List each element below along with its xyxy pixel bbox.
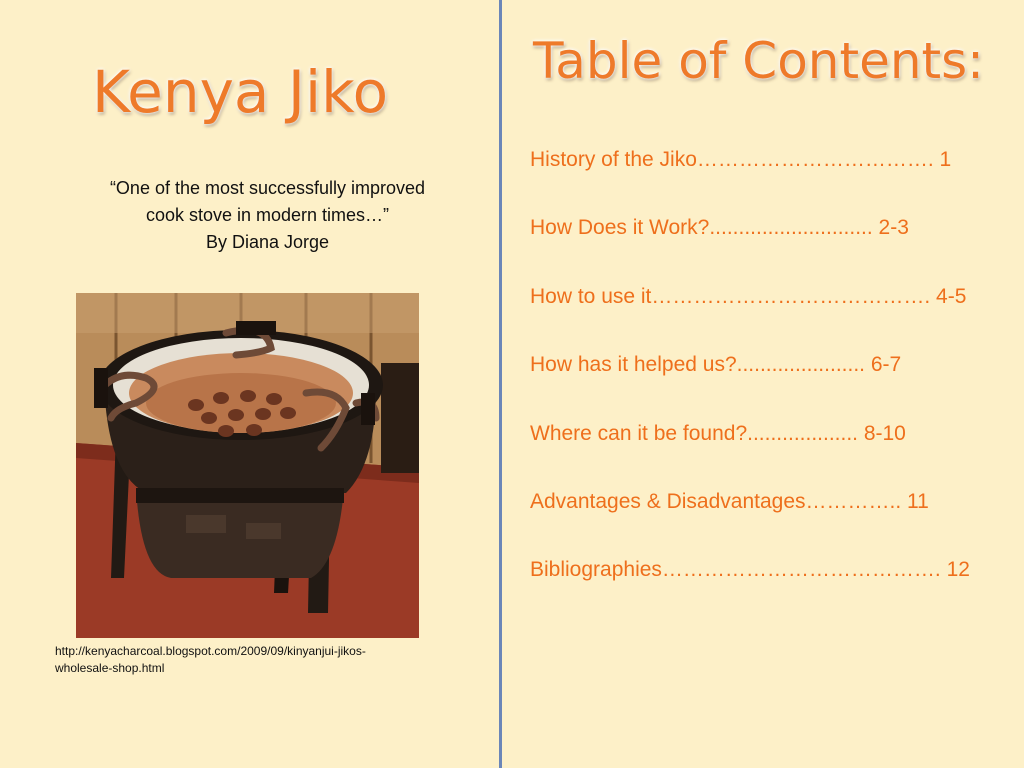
column-divider <box>499 0 502 768</box>
toc-entry: History of the Jiko……………………………. 1 <box>530 148 952 171</box>
toc-entry: How to use it…………………………………. 4-5 <box>530 284 967 308</box>
toc-title: Table of Contents: <box>533 32 985 90</box>
toc-entry: Where can it be found?................... 8-10 <box>530 421 906 445</box>
quote-line: cook stove in modern times…” <box>145 205 390 225</box>
quote-author: By Diana Jorge <box>205 232 330 252</box>
toc-entry: How Does it Work?............................ 2-3 <box>530 216 909 240</box>
quote-block <box>60 175 475 256</box>
caption-line: wholesale-shop.html <box>55 661 165 675</box>
quote-line: “One of the most successfully improved <box>109 178 426 198</box>
toc-entry: How has it helped us?...................... 6-7 <box>530 353 902 377</box>
toc-entry: Advantages & Disadvantages………….. 11 <box>530 489 929 513</box>
toc-entry: Bibliographies…………………………………. 12 <box>530 558 970 582</box>
page-title: Kenya Jiko <box>92 58 389 126</box>
stove-photo <box>76 293 419 638</box>
image-source-caption <box>55 643 435 677</box>
caption-line: http://kenyacharcoal.blogspot.com/2009/09/kinyanjui-jikos- <box>55 644 366 658</box>
table-of-contents <box>530 142 1010 621</box>
